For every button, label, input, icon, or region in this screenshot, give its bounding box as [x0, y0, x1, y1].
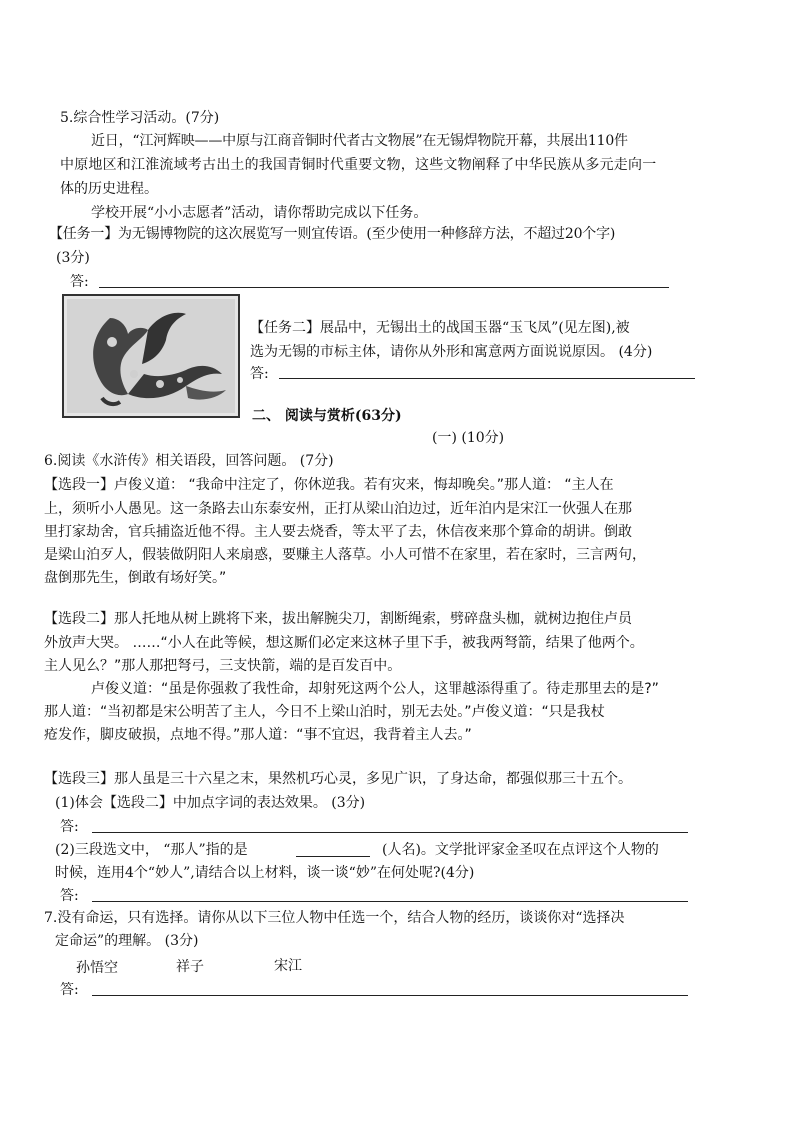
- q5-paragraph-line3: 体的历史进程。: [60, 181, 158, 197]
- excerpt1-line1: 【选段一】卢俊义道： “我命中注定了，你休逆我。若有灾来，悔却晚矣。”那人道： “主人在: [44, 477, 614, 493]
- excerpt2-line2: 外放声大哭。 ……“小人在此等候，想这厮们必定来这林子里下手，被我两弩箭，结果了他两个。: [44, 635, 644, 651]
- task2-answer-line[interactable]: [279, 378, 695, 379]
- task2-line2: 选为无锡的市标主体，请你从外形和寓意两方面说说原因。 (4分): [250, 344, 653, 360]
- q6-sub2-line1b: (人名)。文学批评家金圣叹在点评这个人物的: [382, 842, 659, 858]
- q6-sub2-answer-line[interactable]: [92, 901, 688, 902]
- task1-line2: (3分): [56, 250, 90, 266]
- task1-line1: 【任务一】为无锡博物院的这次展览写一则宜传语。(至少使用一种修辞方法，不超过20个字): [49, 226, 616, 242]
- q6-sub2-line2: 时候，连用4个“妙人”,请结合以上材料，谈一谈“妙”在何处呢?(4分): [55, 865, 475, 881]
- q5-paragraph2: 学校开展“小小志愿者”活动，请你帮助完成以下任务。: [91, 205, 428, 221]
- excerpt2-line4: 卢俊义道：“虽是你强救了我性命，却射死这两个公人，这罪越添得重了。待走那里去的是?”: [91, 681, 659, 697]
- excerpt1-line5: 盘倒那先生，倒敢有场好笑。”: [44, 570, 227, 586]
- q6-sub2-answer-label: 答:: [60, 888, 79, 904]
- task1-answer-label: 答:: [70, 274, 89, 290]
- excerpt3-line1: 【选段三】那人虽是三十六星之末，果然机巧心灵，多见广识，了身达命，都强似那三十五个。: [44, 771, 632, 787]
- excerpt1-line3: 里打家劫舍，官兵捕盗近他不得。主人要去烧香，等太平了去，休信夜来那个算命的胡讲。倒敢: [44, 524, 632, 540]
- q5-paragraph-line1: 近日，“江河辉映——中原与江商音铜时代者古文物展”在无锡焊物院开幕，共展出110件: [91, 133, 628, 149]
- q6-heading: 6.阅读《水浒传》相关语段，回答问题。 (7分): [44, 453, 334, 469]
- excerpt2-line3: 主人见么？”那人那把弩弓，三支快箭，端的是百发百中。: [44, 658, 402, 674]
- q7-heading-line2: 定命运”的理解。 (3分): [55, 933, 199, 949]
- excerpt1-line4: 是梁山泊歹人，假装做阴阳人来扇惑，要赚主人落草。小人可惜不在家里，若在家时，三言两句，: [44, 547, 646, 563]
- excerpt2-line5: 那人道：“当初都是宋公明苦了主人，今日不上梁山泊时，别无去处。”卢俊义道：“只是我杖: [44, 704, 605, 720]
- q7-option-sun-wukong: 孙悟空: [76, 960, 118, 976]
- excerpt2-line6: 疮发作，脚皮破损，点地不得。”那人道：“事不宜迟，我背着主人去。”: [44, 727, 472, 743]
- q7-answer-line[interactable]: [92, 995, 688, 996]
- jade-phoenix-image: [62, 294, 240, 418]
- q7-heading-line1: 7.没有命运，只有选择。请你从以下三位人物中任选一个，结合人物的经历，谈谈你对“选择决: [44, 910, 625, 926]
- section2-title: 二、 阅读与赏析(63分): [252, 408, 402, 424]
- q6-sub1: (1)体会【选段二】中加点字词的表达效果。 (3分): [55, 795, 366, 811]
- q5-paragraph-line2: 中原地区和江淮流域考古出土的我国青铜时代重要文物，这些文物阐释了中华民族从多元走向一: [60, 157, 657, 173]
- q7-answer-label: 答:: [60, 982, 79, 998]
- q6-sub1-answer-line[interactable]: [92, 832, 688, 833]
- task2-line1: 【任务二】展品中，无锡出土的战国玉器“玉飞凤”(见左图),被: [250, 320, 630, 336]
- q6-sub2-line1a: (2)三段选文中， “那人”指的是: [55, 842, 248, 858]
- excerpt2-line1: 【选段二】那人托地从树上跳将下来，拔出解腕尖刀，割断绳索，劈碎盘头枷，就树边抱住卢员: [44, 611, 632, 627]
- q7-option-xiangzi: 祥子: [176, 959, 204, 975]
- task1-answer-line[interactable]: [99, 287, 669, 288]
- q6-sub1-answer-label: 答:: [60, 819, 79, 835]
- excerpt1-line2: 上，须听小人愚见。这一条路去山东泰安州，正打从梁山泊边过，近年泊内是宋江一伙强人在那: [44, 501, 632, 517]
- section2-subtitle: (一) (10分): [432, 430, 505, 446]
- q6-person-name-blank[interactable]: [296, 856, 370, 857]
- task2-answer-label: 答:: [250, 366, 269, 382]
- q7-option-song-jiang: 宋江: [274, 958, 302, 974]
- q5-heading: 5.综合性学习活动。(7分): [60, 110, 220, 126]
